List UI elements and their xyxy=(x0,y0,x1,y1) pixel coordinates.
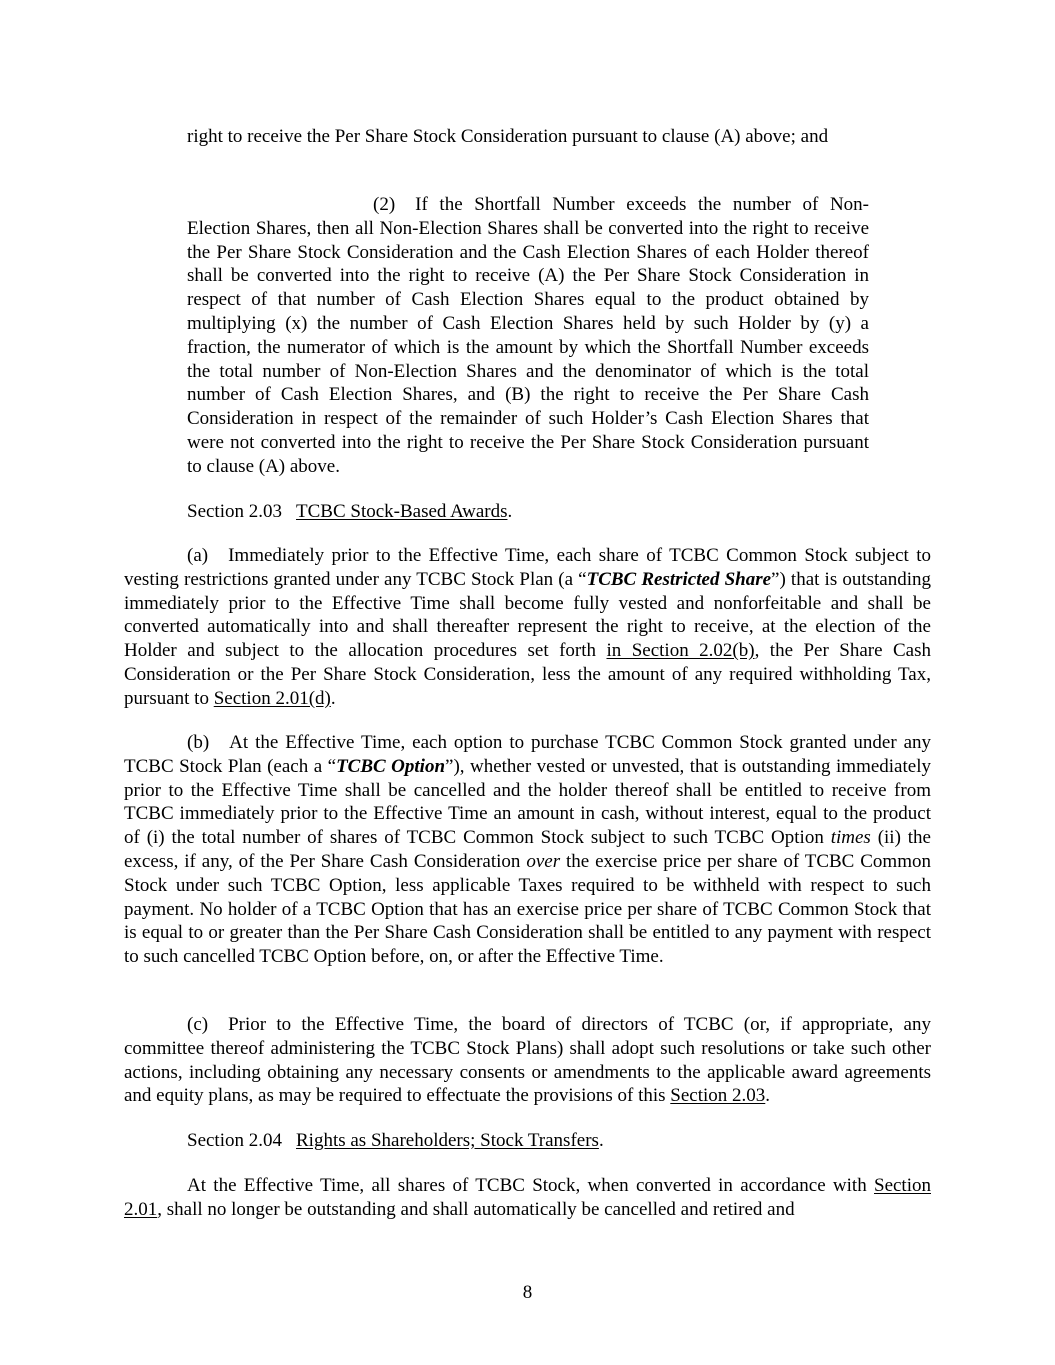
continued-paragraph: right to receive the Per Share Stock Consideration pursuant to clause (A) above; and xyxy=(187,126,829,147)
cross-reference-link[interactable]: Section 2.01(d) xyxy=(213,687,331,709)
paragraph-a: (a) Immediately prior to the Effective Time, each share of TCBC Common Stock subject to vesting restrictions granted under any TCBC Stock Plan (a “TCBC Restricted Share”) that is outstanding immediately prior to the Effective Time shall become fully vested and nonforfeitable and shall be converted automatically into and shall thereafter represent the right to receive, at the election of the Holder and subject to the allocation procedures set forth in Section 2.02(b), the Per Share Cash Consideration or the Per Share Stock Consideration, less the amount of any required withholding Tax, pursuant to Section 2.01(d). xyxy=(124,545,931,709)
section-number: Section 2.04 xyxy=(187,1130,282,1151)
page-number: 8 xyxy=(522,1282,533,1303)
paragraph-number: (2) xyxy=(373,194,396,215)
section-heading-2-04: Section 2.04 Rights as Shareholders; Stock Transfers. xyxy=(187,1130,604,1151)
section-number: Section 2.03 xyxy=(187,501,282,522)
cross-reference-link[interactable]: Section 2.01 xyxy=(124,1175,931,1220)
defined-term: TCBC Restricted Share xyxy=(586,568,772,590)
section-title: TCBC Stock-Based Awards xyxy=(296,501,508,522)
paragraph-b: (b) At the Effective Time, each option to purchase TCBC Common Stock granted under any TCBC Stock Plan (each a “TCBC Option”), whether vested or unvested, that is outstanding immediately prior to the Effective Time shall be cancelled and the holder thereof shall be entitled to receive from TCBC immediately prior to the Effective Time an amount in cash, without interest, equal to the product of (i) the total number of shares of TCBC Common Stock subject to such TCBC Option times (ii) the excess, if any, of the Per Share Cash Consideration over the exercise price per share of TCBC Common Stock under such TCBC Option, less applicable Taxes required to be withheld with respect to such payment. No holder of a TCBC Option that has an exercise price per share of TCBC Common Stock that is equal to or greater than the Per Share Cash Consideration shall be entitled to any payment with respect to such cancelled TCBC Option before, on, or after the Effective Time. xyxy=(124,732,931,968)
cross-reference-link[interactable]: Section 2.03 xyxy=(670,1085,766,1107)
paragraph-2: (2) If the Shortfall Number exceeds the number of Non-Election Shares, then all Non-Election Shares shall be converted into the right to receive the Per Share Stock Consideration and the Cash Election Shares of each Holder thereof shall be converted into the right to receive (A) the Per Share Stock Consideration in respect of that number of Cash Election Shares equal to the product obtained by multiplying (x) the number of Cash Election Shares held by such Holder by (y) a fraction, the numerator of which is the amount by which the Shortfall Number exceeds the total number of Non-Election Shares and the denominator of which is the total number of Cash Election Shares, and (B) the right to receive the Per Share Cash Consideration in respect of the remainder of such Holder’s Cash Election Shares that were not converted into the right to receive the Per Share Stock Consideration pursuant to clause (A) above. xyxy=(187,194,869,477)
section-title: Rights as Shareholders; Stock Transfers xyxy=(296,1130,599,1151)
paragraph-label: (c) xyxy=(187,1014,209,1035)
cross-reference-link[interactable]: in Section 2.02(b) xyxy=(606,640,755,662)
paragraph-d: At the Effective Time, all shares of TCBC Stock, when converted in accordance with Section 2.01, shall no longer be outstanding and shall automatically be cancelled and retired and xyxy=(124,1175,931,1220)
section-heading-2-03: Section 2.03 TCBC Stock-Based Awards. xyxy=(187,501,513,522)
defined-term: TCBC Option xyxy=(336,755,446,777)
paragraph-label: (a) xyxy=(187,545,209,566)
paragraph-label: (b) xyxy=(187,732,210,753)
paragraph-c: (c) Prior to the Effective Time, the board of directors of TCBC (or, if appropriate, any committee thereof administering the TCBC Stock Plans) shall adopt such resolutions or take such other actions, including obtaining any necessary consents or amendments to the applicable award agreements and equity plans, as may be required to effectuate the provisions of this Section 2.03. xyxy=(124,1014,931,1107)
